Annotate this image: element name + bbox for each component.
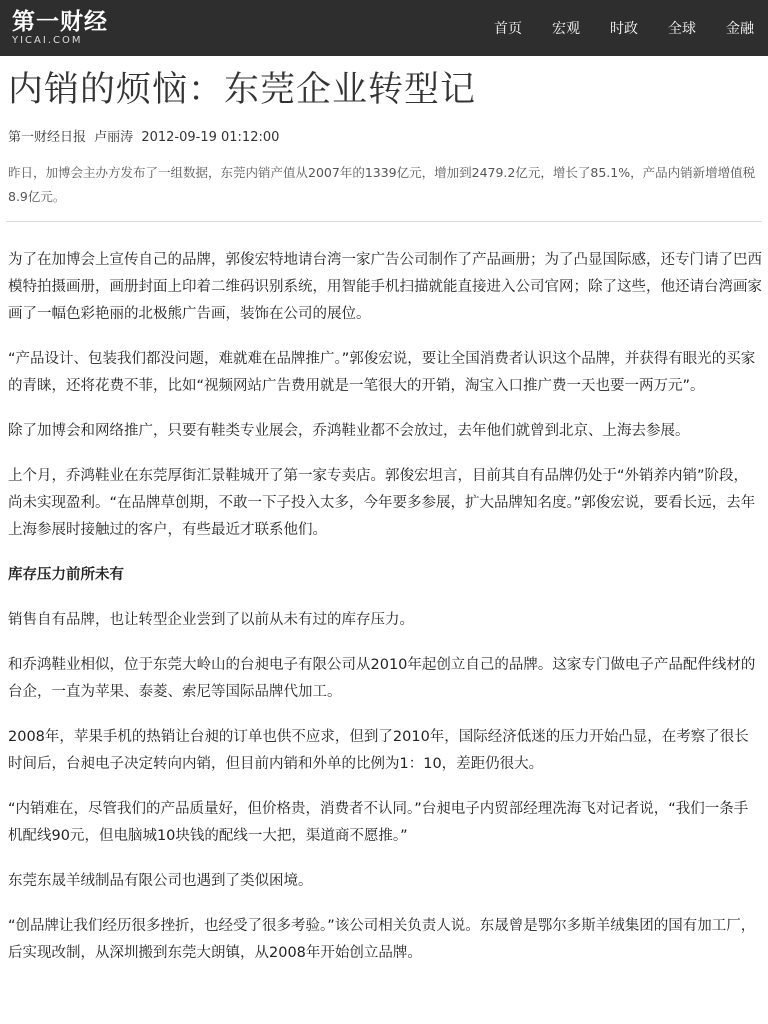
article-title: 内销的烦恼：东莞企业转型记 xyxy=(8,70,477,110)
top-bar xyxy=(0,0,768,56)
article-paragraph: “内销难在，尽管我们的产品质量好，但价格贵，消费者不认同。”台昶电子内贸部经理冼海飞对记者说，“我们一条手机配线90元，但电脑城10块钱的配线一大把，渠道商不愿推。” xyxy=(8,801,749,844)
article-subheading: 库存压力前所未有 xyxy=(8,567,124,583)
nav-item-politics[interactable]: 时政 xyxy=(610,21,638,37)
article-body xyxy=(8,247,762,967)
article-author: 卢丽涛 xyxy=(94,130,134,145)
article-paragraph: 为了在加博会上宣传自己的品牌，郭俊宏特地请台湾一家广告公司制作了产品画册；为了凸显国际感，还专门请了巴西模特拍摄画册，画册封面上印着二维码识别系统，用智能手机扫描就能直接进入公司官网；除了这些，他还请台湾画家画了一幅色彩艳丽的北极熊广告画，装饰在公司的展位。 xyxy=(8,252,762,322)
nav-item-finance[interactable]: 金融 xyxy=(726,21,754,37)
article-meta xyxy=(8,126,768,145)
article-paragraph: 2008年，苹果手机的热销让台昶的订单也供不应求，但到了2010年，国际经济低迷的压力开始凸显，在考察了很长时间后，台昶电子决定转向内销，但目前内销和外单的比例为1：10，差距仍很大。 xyxy=(8,729,749,772)
article-paragraph: “创品牌让我们经历很多挫折，也经受了很多考验。”该公司相关负责人说。东晟曾是鄂尔多斯羊绒集团的国有加工厂，后实现改制，从深圳搬到东莞大朗镇，从2008年开始创立品牌。 xyxy=(8,918,756,961)
nav-item-global[interactable]: 全球 xyxy=(668,21,696,37)
article-paragraph: 和乔鸿鞋业相似，位于东莞大岭山的台昶电子有限公司从2010年起创立自己的品牌。这家专门做电子产品配件线材的台企，一直为苹果、泰菱、索尼等国际品牌代加工。 xyxy=(8,657,756,700)
logo-text: 第一财经 xyxy=(12,8,108,35)
article-paragraph: 东莞东晟羊绒制品有限公司也遇到了类似困境。 xyxy=(8,873,313,889)
site-logo[interactable] xyxy=(12,8,108,46)
logo-subtext: YICAI.COM xyxy=(12,34,83,46)
article-paragraph: 销售自有品牌，也让转型企业尝到了以前从未有过的库存压力。 xyxy=(8,612,414,628)
nav-item-macro[interactable]: 宏观 xyxy=(552,21,580,37)
article-source: 第一财经日报 xyxy=(8,130,87,145)
article-paragraph: “产品设计、包装我们都没问题，难就难在品牌推广。”郭俊宏说，要让全国消费者认识这个品牌，并获得有眼光的买家的青睐，还将花费不菲，比如“视频网站广告费用就是一笔很大的开销，淘宝入口推广费一天也要一两万元”。 xyxy=(8,351,756,394)
article-paragraph: 上个月，乔鸿鞋业在东莞厚街汇景鞋城开了第一家专卖店。郭俊宏坦言，目前其自有品牌仍处于“外销养内销”阶段，尚未实现盈利。“在品牌草创期，不敢一下子投入太多，今年要多参展，扩大品牌知名度。”郭俊宏说，要看长远，去年上海参展时接触过的客户，有些最近才联系他们。 xyxy=(8,468,756,538)
article-datetime: 2012-09-19 01:12:00 xyxy=(141,130,280,145)
nav-item-home[interactable]: 首页 xyxy=(494,21,522,37)
article-summary: 昨日，加博会主办方发布了一组数据，东莞内销产值从2007年的1339亿元，增加到2479.2亿元，增长了85.1%，产品内销新增增值税8.9亿元。 xyxy=(6,161,762,222)
article-paragraph: 除了加博会和网络推广，只要有鞋类专业展会，乔鸿鞋业都不会放过，去年他们就曾到北京、上海去参展。 xyxy=(8,423,690,439)
main-nav xyxy=(479,18,756,38)
